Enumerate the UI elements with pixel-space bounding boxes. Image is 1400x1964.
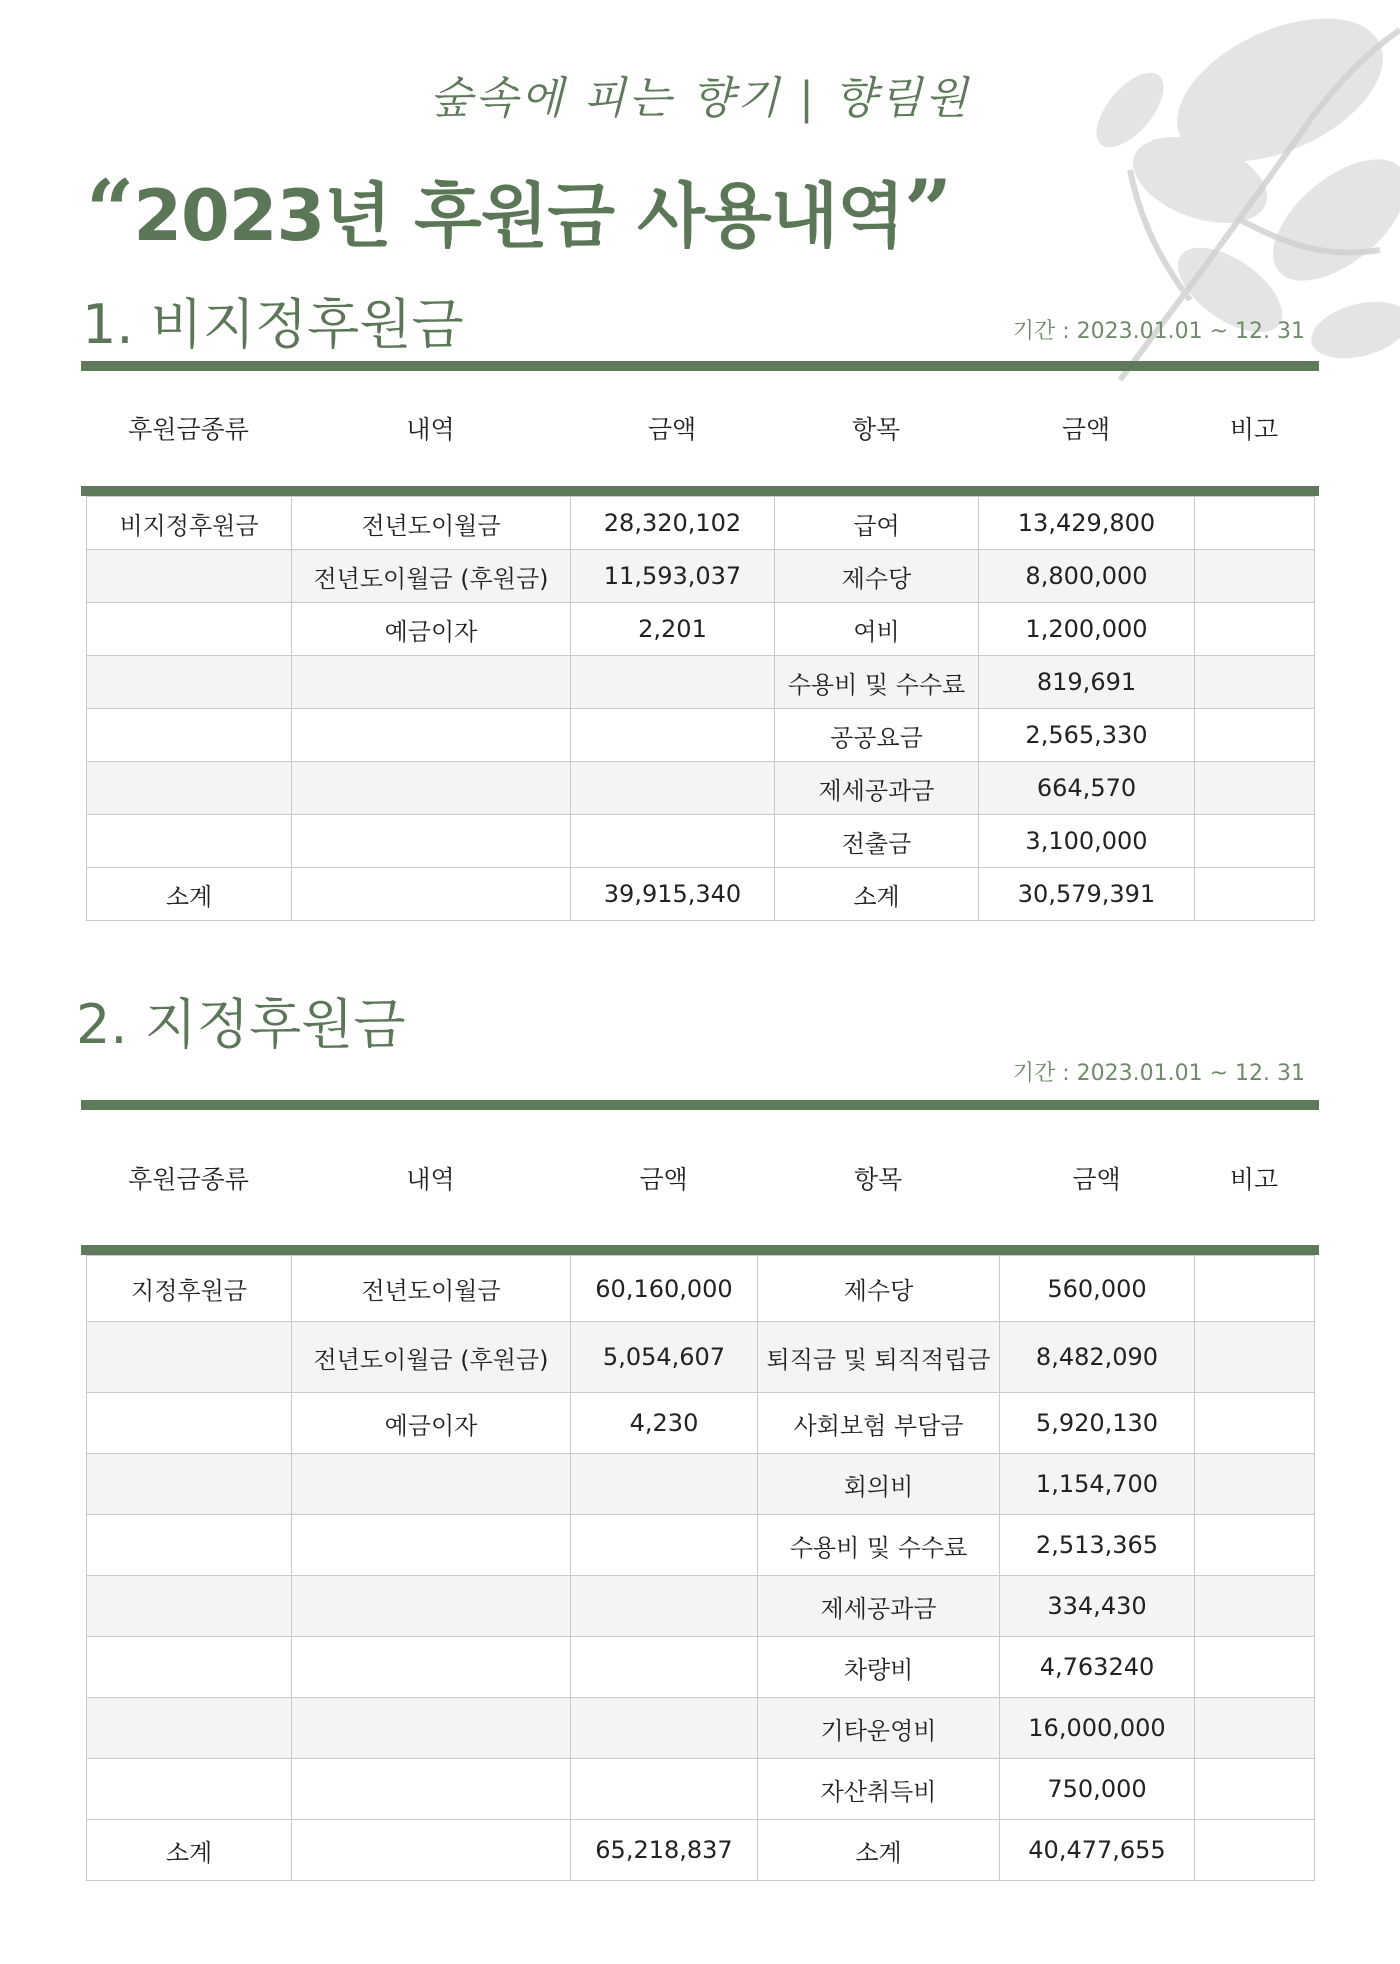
- expense-item-cell: 제수당: [758, 1256, 1000, 1322]
- income-amount-cell: [571, 1637, 758, 1698]
- fund-type-cell: 지정후원금: [87, 1256, 292, 1322]
- table-row: [87, 1759, 1315, 1820]
- expense-amount-cell: 750,000: [1000, 1759, 1195, 1820]
- remarks-cell: [1195, 1576, 1315, 1637]
- table-row: [87, 1256, 1315, 1322]
- section-2-period: 기간 : 2023.01.01 ~ 12. 31: [1012, 1061, 1305, 1086]
- expense-amount-cell: 40,477,655: [1000, 1820, 1195, 1881]
- remarks-cell: [1195, 762, 1315, 815]
- detail-cell: 예금이자: [292, 1393, 571, 1454]
- expense-amount-cell: 30,579,391: [979, 868, 1195, 921]
- column-header: 비고: [1229, 1165, 1279, 1194]
- income-amount-cell: 11,593,037: [571, 550, 775, 603]
- column-header: 후원금종류: [128, 1165, 249, 1194]
- section-1-header-rule: [81, 486, 1319, 496]
- section-2-header-rule: [81, 1245, 1319, 1255]
- detail-cell: [292, 1515, 571, 1576]
- tagline: 숲속에 피는 향기 | 향림원: [429, 73, 971, 124]
- fund-type-cell: [87, 1576, 292, 1637]
- expense-amount-cell: 8,800,000: [979, 550, 1195, 603]
- expense-amount-cell: 334,430: [1000, 1576, 1195, 1637]
- fund-type-cell: [87, 815, 292, 868]
- expense-item-cell: 제수당: [775, 550, 979, 603]
- section-2-column-headers: [86, 1148, 1314, 1208]
- table-row: [87, 1393, 1315, 1454]
- page-title: [86, 160, 951, 261]
- page-title-text: 2023년 후원금 사용내역: [133, 175, 904, 257]
- fund-type-cell: [87, 1698, 292, 1759]
- expense-item-cell: 소계: [775, 868, 979, 921]
- column-header: 금액: [1061, 415, 1111, 444]
- fund-type-cell: 비지정후원금: [87, 497, 292, 550]
- column-header: 내역: [406, 415, 455, 444]
- detail-cell: [292, 1698, 571, 1759]
- remarks-cell: [1195, 1515, 1315, 1576]
- detail-cell: 전년도이월금 (후원금): [292, 550, 571, 603]
- table-row: [87, 1322, 1315, 1393]
- column-header: 후원금종류: [128, 415, 249, 444]
- expense-amount-cell: 560,000: [1000, 1256, 1195, 1322]
- section-2-top-rule: [81, 1100, 1319, 1110]
- detail-cell: 전년도이월금: [292, 1256, 571, 1322]
- detail-cell: [292, 1576, 571, 1637]
- fund-type-cell: [87, 1515, 292, 1576]
- section-1-table-body: [87, 497, 1315, 921]
- expense-item-cell: 여비: [775, 603, 979, 656]
- expense-amount-cell: 5,920,130: [1000, 1393, 1195, 1454]
- section-1-column-headers: [86, 398, 1314, 458]
- detail-cell: 전년도이월금: [292, 497, 571, 550]
- income-amount-cell: [571, 656, 775, 709]
- expense-item-cell: 소계: [758, 1820, 1000, 1881]
- section-1-top-rule: [81, 361, 1319, 371]
- income-amount-cell: [571, 1698, 758, 1759]
- remarks-cell: [1195, 1322, 1315, 1393]
- detail-cell: [292, 815, 571, 868]
- income-amount-cell: 39,915,340: [571, 868, 775, 921]
- expense-amount-cell: 664,570: [979, 762, 1195, 815]
- column-header: 금액: [639, 1165, 688, 1194]
- remarks-cell: [1195, 709, 1315, 762]
- expense-item-cell: 공공요금: [775, 709, 979, 762]
- expense-item-cell: 퇴직금 및 퇴직적립금: [758, 1322, 1000, 1393]
- fund-type-cell: [87, 1637, 292, 1698]
- detail-cell: 예금이자: [292, 603, 571, 656]
- column-header: 금액: [647, 415, 697, 444]
- table-row: [87, 868, 1315, 921]
- income-amount-cell: 28,320,102: [571, 497, 775, 550]
- fund-type-cell: [87, 656, 292, 709]
- remarks-cell: [1195, 1454, 1315, 1515]
- income-amount-cell: [571, 1515, 758, 1576]
- income-amount-cell: [571, 1576, 758, 1637]
- table-row: [87, 1698, 1315, 1759]
- remarks-cell: [1195, 603, 1315, 656]
- title-close-quote: ”: [903, 161, 952, 260]
- fund-type-cell: [87, 1759, 292, 1820]
- column-header: 항목: [851, 415, 901, 444]
- fund-type-cell: [87, 550, 292, 603]
- table-row: [87, 815, 1315, 868]
- income-amount-cell: [571, 815, 775, 868]
- table-row: [87, 1454, 1315, 1515]
- expense-amount-cell: 4,763240: [1000, 1637, 1195, 1698]
- fund-type-cell: [87, 1454, 292, 1515]
- table-row: [87, 1515, 1315, 1576]
- expense-item-cell: 제세공과금: [775, 762, 979, 815]
- detail-cell: [292, 868, 571, 921]
- expense-amount-cell: 2,565,330: [979, 709, 1195, 762]
- table-row: [87, 709, 1315, 762]
- section-1-period: 기간 : 2023.01.01 ~ 12. 31: [1012, 319, 1305, 344]
- income-amount-cell: 5,054,607: [571, 1322, 758, 1393]
- title-open-quote: “: [86, 161, 134, 260]
- fund-type-cell: [87, 709, 292, 762]
- expense-item-cell: 전출금: [775, 815, 979, 868]
- column-header: 내역: [406, 1165, 455, 1194]
- income-amount-cell: [571, 1759, 758, 1820]
- income-amount-cell: 2,201: [571, 603, 775, 656]
- income-amount-cell: 60,160,000: [571, 1256, 758, 1322]
- remarks-cell: [1195, 550, 1315, 603]
- fund-type-cell: [87, 603, 292, 656]
- expense-item-cell: 차량비: [758, 1637, 1000, 1698]
- remarks-cell: [1195, 656, 1315, 709]
- expense-item-cell: 수용비 및 수수료: [758, 1515, 1000, 1576]
- remarks-cell: [1195, 1820, 1315, 1881]
- detail-cell: [292, 709, 571, 762]
- table-row: [87, 497, 1315, 550]
- section-2-title: 2. 지정후원금: [76, 993, 406, 1056]
- income-amount-cell: 65,218,837: [571, 1820, 758, 1881]
- expense-item-cell: 제세공과금: [758, 1576, 1000, 1637]
- detail-cell: 전년도이월금 (후원금): [292, 1322, 571, 1393]
- fund-type-cell: 소계: [87, 1820, 292, 1881]
- remarks-cell: [1195, 1637, 1315, 1698]
- expense-amount-cell: 3,100,000: [979, 815, 1195, 868]
- expense-item-cell: 회의비: [758, 1454, 1000, 1515]
- remarks-cell: [1195, 868, 1315, 921]
- expense-amount-cell: 13,429,800: [979, 497, 1195, 550]
- column-header: 금액: [1072, 1165, 1121, 1194]
- remarks-cell: [1195, 1698, 1315, 1759]
- table-row: [87, 656, 1315, 709]
- section-2-table: [86, 1255, 1315, 1881]
- expense-amount-cell: 8,482,090: [1000, 1322, 1195, 1393]
- remarks-cell: [1195, 1256, 1315, 1322]
- expense-item-cell: 급여: [775, 497, 979, 550]
- table-row: [87, 603, 1315, 656]
- expense-amount-cell: 16,000,000: [1000, 1698, 1195, 1759]
- table-row: [87, 762, 1315, 815]
- table-row: [87, 1637, 1315, 1698]
- expense-item-cell: 수용비 및 수수료: [775, 656, 979, 709]
- column-header: 비고: [1229, 415, 1279, 444]
- table-row: [87, 1820, 1315, 1881]
- expense-amount-cell: 1,154,700: [1000, 1454, 1195, 1515]
- remarks-cell: [1195, 1393, 1315, 1454]
- detail-cell: [292, 1820, 571, 1881]
- fund-type-cell: 소계: [87, 868, 292, 921]
- fund-type-cell: [87, 1322, 292, 1393]
- table-row: [87, 550, 1315, 603]
- detail-cell: [292, 656, 571, 709]
- income-amount-cell: [571, 1454, 758, 1515]
- income-amount-cell: [571, 709, 775, 762]
- section-1-title: 1. 비지정후원금: [82, 293, 464, 356]
- table-row: [87, 1576, 1315, 1637]
- section-1-table: [86, 496, 1315, 921]
- remarks-cell: [1195, 497, 1315, 550]
- detail-cell: [292, 1454, 571, 1515]
- fund-type-cell: [87, 762, 292, 815]
- expense-item-cell: 기타운영비: [758, 1698, 1000, 1759]
- detail-cell: [292, 1637, 571, 1698]
- column-header: 항목: [853, 1165, 903, 1194]
- fund-type-cell: [87, 1393, 292, 1454]
- detail-cell: [292, 762, 571, 815]
- remarks-cell: [1195, 815, 1315, 868]
- detail-cell: [292, 1759, 571, 1820]
- section-2-table-body: [87, 1256, 1315, 1881]
- income-amount-cell: 4,230: [571, 1393, 758, 1454]
- expense-item-cell: 사회보험 부담금: [758, 1393, 1000, 1454]
- income-amount-cell: [571, 762, 775, 815]
- expense-amount-cell: 1,200,000: [979, 603, 1195, 656]
- remarks-cell: [1195, 1759, 1315, 1820]
- expense-item-cell: 자산취득비: [758, 1759, 1000, 1820]
- expense-amount-cell: 819,691: [979, 656, 1195, 709]
- expense-amount-cell: 2,513,365: [1000, 1515, 1195, 1576]
